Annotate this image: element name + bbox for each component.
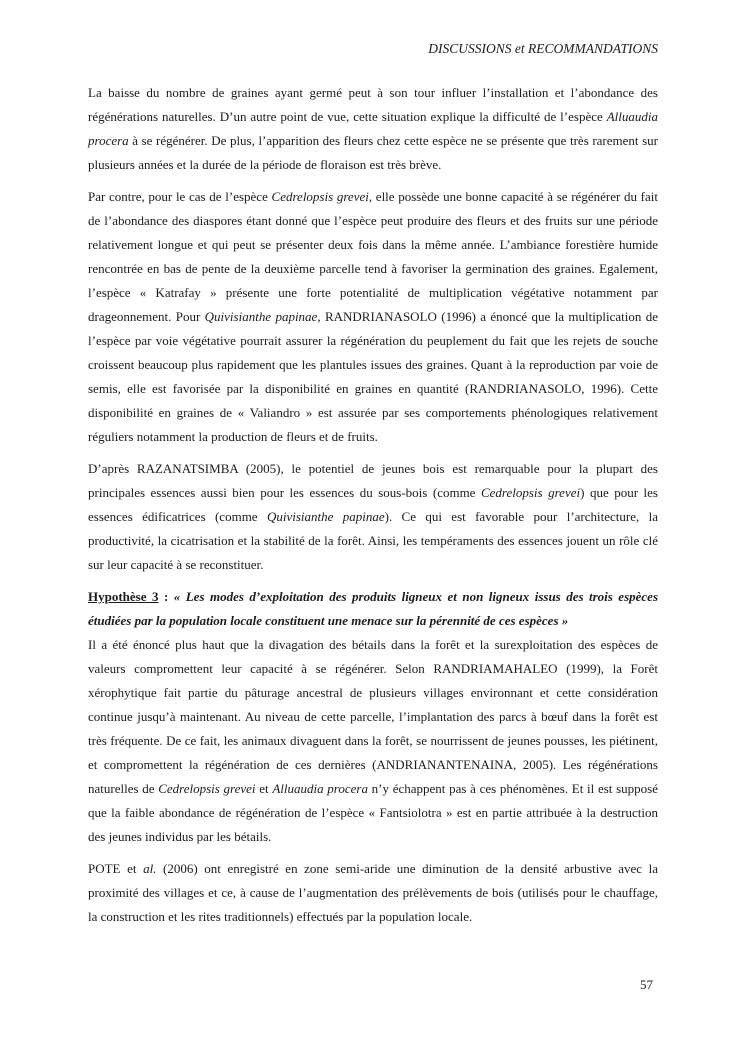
text-segment: Par contre, pour le cas de l’espèce xyxy=(88,189,272,204)
species-italic: Cedrelopsis grevei xyxy=(158,781,256,796)
page-content xyxy=(88,81,658,937)
running-header: DISCUSSIONS et RECOMMANDATIONS xyxy=(428,41,658,56)
species-italic: Cedrelopsis grevei, xyxy=(271,189,373,204)
paragraph-pote xyxy=(88,857,658,929)
paragraph-cedrelopsis-regeneration xyxy=(88,185,658,449)
text-segment: (2006) ont enregistré en zone semi-aride une diminution de la densité arbustive avec la proximité des villages et ce, à cause de l’augmentation des prélèvements de bois (utilisés pour le chauffage, la construction et les rites traditionnels) effectués par la population locale. xyxy=(88,861,658,924)
text-segment: Il a été énoncé plus haut que la divagation des bétails dans la forêt et la surexploitation des espèces de valeurs compromettent leur capacité à se régénérer. Selon RANDRIAMAHALEO (1999), la Forêt xérophytique fait partie du pâturage ancestral de plusieurs villages environnant et cette considération continue jusqu’à maintenant. Au niveau de cette parcelle, l’implantation des parcs à bœuf dans la forêt est très fréquente. De ce fait, les animaux divaguent dans la forêt, se nourrissent de jeunes pousses, les piétinent, et compromettent la régénération de ces dernières (ANDRIANANTENAINA, 2005). Les régénérations naturelles de xyxy=(88,637,658,796)
hypothesis-3-statement: « Les modes d’exploitation des produits ligneux et non ligneux issus des trois espèces étudiées par la population locale constituent une menace sur la pérennité de ces espèces » xyxy=(88,589,659,628)
text-segment: à se régénérer. De plus, l’apparition des fleurs chez cette espèce ne se présente que très rarement sur plusieurs années et la durée de la période de floraison est très brève. xyxy=(88,133,658,172)
text-segment: ). Ce qui est favorable pour l’architecture, la productivité, la cicatrisation et la stabilité de la forêt. Ainsi, les tempéraments des essences jouent un rôle clé sur leur capacité à se reconstituer. xyxy=(88,509,658,572)
text-segment: et xyxy=(255,781,273,796)
paragraph-hypothesis-3 xyxy=(88,585,658,849)
species-italic: Alluaudia procera xyxy=(88,109,658,148)
paragraph-germination-decline xyxy=(88,81,658,177)
species-italic: Cedrelopsis grevei xyxy=(480,485,581,500)
text-segment: POTE et xyxy=(88,861,144,876)
species-italic: Quivisianthe papinae, xyxy=(204,309,321,324)
text-segment: D’après RAZANATSIMBA (2005), le potentiel de jeunes bois est remarquable pour la plupart des principales essences aussi bien pour les essences du sous-bois (comme xyxy=(88,461,658,500)
text-segment: n’y échappent pas à ces phénomènes. Et il est supposé que la faible abondance de régénération de l’espèce « Fantsiolotra » est en partie attribuée à la destruction des jeunes individus par les bétails. xyxy=(88,781,658,844)
hypothesis-3-label: Hypothèse 3 xyxy=(88,589,159,604)
species-italic: Quivisianthe papinae xyxy=(266,509,385,524)
text-segment: ) que pour les essences édificatrices (comme xyxy=(88,485,658,524)
page-number: 57 xyxy=(640,977,653,992)
text-segment: La baisse du nombre de graines ayant germé peut à son tour influer l’installation et l’abondance des régénérations naturelles. D’un autre point de vue, cette situation explique la difficulté de l’espèce xyxy=(88,85,658,124)
text-segment: : xyxy=(158,589,174,604)
et-al-italic: al. xyxy=(143,861,157,876)
paragraph-razanatsimba xyxy=(88,457,658,577)
text-segment: RANDRIANASOLO (1996) a énoncé que la multiplication de l’espèce par voie végétative pourrait assurer la régénération du peuplement du fait que les rejets de souche croissent beaucoup plus rapidement que les plantules issues des graines. Quant à la reproduction par voie de semis, elle est favorisée par la disponibilité en graines en quantité (RANDRIANASOLO, 1996). Cette disponibilité en graines de « Valiandro » est assurée par ses comportements phénologiques relativement réguliers notamment la production de fleurs et de fruits. xyxy=(88,309,658,444)
species-italic: Alluaudia procera xyxy=(272,781,368,796)
text-segment: elle possède une bonne capacité à se régénérer du fait de l’abondance des diaspores étant donné que l’espèce peut produire des fleurs et des fruits sur une période relativement longue et qui peut se présenter deux fois dans la même année. L’ambiance forestière humide rencontrée en bas de pente de la deuxième parcelle tend à favoriser la germination des graines. Egalement, l’espèce « Katrafay » présente une forte potentialité de multiplication végétative notamment par drageonnement. Pour xyxy=(88,189,658,324)
